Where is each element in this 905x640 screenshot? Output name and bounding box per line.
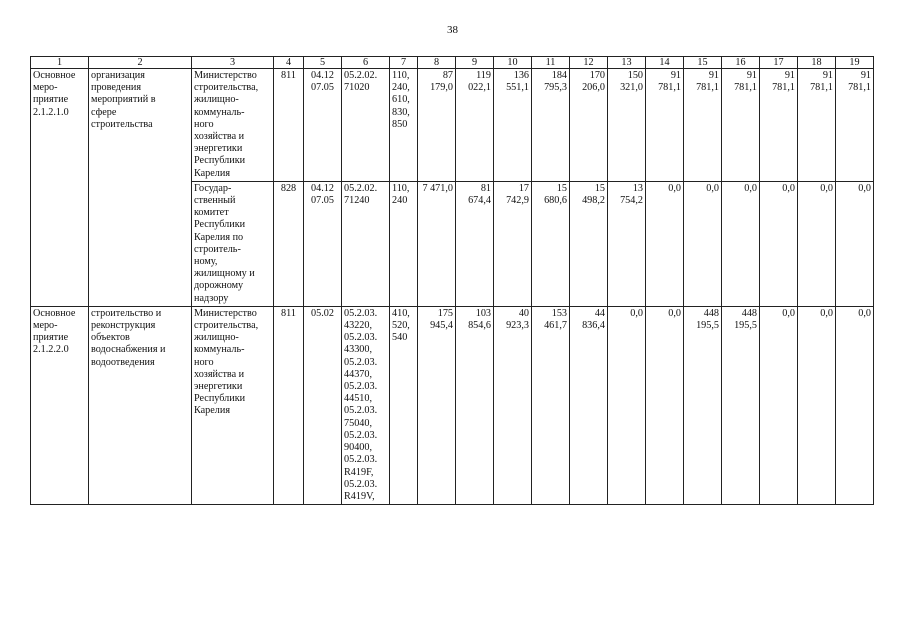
target-article-cell: 05.2.02. 71020	[342, 69, 390, 182]
value-cell: 40 923,3	[494, 306, 532, 504]
value-cell: 15 498,2	[570, 181, 608, 306]
target-article-cell: 05.2.03. 43220, 05.2.03. 43300, 05.2.03. 44370, 05.2.03. 44510, 05.2.03. 75040, 05.2.03. 90400, 05.2.03. R419F, 05.2.03. R419V,	[342, 306, 390, 504]
value-cell: 0,0	[646, 306, 684, 504]
value-cell: 17 742,9	[494, 181, 532, 306]
column-header: 6	[342, 57, 390, 69]
executor-cell: Министерство строительства, жилищно- коммуналь- ного хозяйства и энергетики Республики Карелия	[192, 69, 274, 182]
expense-type-cell: 110, 240, 610, 830, 850	[390, 69, 418, 182]
value-cell: 0,0	[798, 306, 836, 504]
ministry-code-cell: 811	[274, 69, 304, 182]
value-cell: 103 854,6	[456, 306, 494, 504]
executor-cell: Министерство строительства, жилищно- коммуналь- ного хозяйства и энергетики Республики Карелия	[192, 306, 274, 504]
executor-cell: Государ- ственный комитет Республики Карелия по строитель- ному, жилищному и дорожному надзору	[192, 181, 274, 306]
value-cell: 136 551,1	[494, 69, 532, 182]
column-header: 16	[722, 57, 760, 69]
column-header: 11	[532, 57, 570, 69]
activity-name-cell: Основное меро- приятие 2.1.2.2.0	[31, 306, 89, 504]
value-cell: 153 461,7	[532, 306, 570, 504]
value-cell: 150 321,0	[608, 69, 646, 182]
value-cell: 0,0	[760, 181, 798, 306]
expense-type-cell: 410, 520, 540	[390, 306, 418, 504]
section-code-cell: 04.12 07.05	[304, 181, 342, 306]
value-cell: 44 836,4	[570, 306, 608, 504]
table-row	[31, 306, 874, 504]
value-cell: 91 781,1	[722, 69, 760, 182]
column-header: 9	[456, 57, 494, 69]
value-cell: 448 195,5	[722, 306, 760, 504]
expense-type-cell: 110, 240	[390, 181, 418, 306]
value-cell: 15 680,6	[532, 181, 570, 306]
target-article-cell: 05.2.02. 71240	[342, 181, 390, 306]
column-header: 3	[192, 57, 274, 69]
column-header: 19	[836, 57, 874, 69]
value-cell: 119 022,1	[456, 69, 494, 182]
value-cell: 81 674,4	[456, 181, 494, 306]
value-cell: 184 795,3	[532, 69, 570, 182]
table-row	[31, 69, 874, 182]
column-header: 14	[646, 57, 684, 69]
ministry-code-cell: 828	[274, 181, 304, 306]
column-header: 8	[418, 57, 456, 69]
value-cell: 0,0	[722, 181, 760, 306]
section-code-cell: 04.12 07.05	[304, 69, 342, 182]
header-row	[31, 57, 874, 69]
value-cell: 170 206,0	[570, 69, 608, 182]
column-header: 18	[798, 57, 836, 69]
column-header: 10	[494, 57, 532, 69]
value-cell: 0,0	[646, 181, 684, 306]
value-cell: 0,0	[760, 306, 798, 504]
activity-description-cell: строительство и реконструкция объектов водоснабжения и водоотведения	[89, 306, 192, 504]
column-header: 4	[274, 57, 304, 69]
value-cell: 91 781,1	[836, 69, 874, 182]
value-cell: 7 471,0	[418, 181, 456, 306]
column-header: 1	[31, 57, 89, 69]
value-cell: 175 945,4	[418, 306, 456, 504]
column-header: 15	[684, 57, 722, 69]
page-number: 38	[447, 24, 458, 36]
section-code-cell: 05.02	[304, 306, 342, 504]
value-cell: 0,0	[798, 181, 836, 306]
value-cell: 91 781,1	[646, 69, 684, 182]
column-header: 7	[390, 57, 418, 69]
column-header: 17	[760, 57, 798, 69]
value-cell: 0,0	[684, 181, 722, 306]
activity-name-cell: Основное меро- приятие 2.1.2.1.0	[31, 69, 89, 307]
budget-table	[30, 56, 874, 505]
value-cell: 87 179,0	[418, 69, 456, 182]
value-cell: 448 195,5	[684, 306, 722, 504]
column-header: 2	[89, 57, 192, 69]
value-cell: 0,0	[608, 306, 646, 504]
column-header: 5	[304, 57, 342, 69]
column-header: 12	[570, 57, 608, 69]
ministry-code-cell: 811	[274, 306, 304, 504]
value-cell: 91 781,1	[798, 69, 836, 182]
value-cell: 91 781,1	[684, 69, 722, 182]
column-header: 13	[608, 57, 646, 69]
activity-description-cell: организация проведения мероприятий в сфере строительства	[89, 69, 192, 307]
value-cell: 91 781,1	[760, 69, 798, 182]
value-cell: 13 754,2	[608, 181, 646, 306]
value-cell: 0,0	[836, 306, 874, 504]
value-cell: 0,0	[836, 181, 874, 306]
